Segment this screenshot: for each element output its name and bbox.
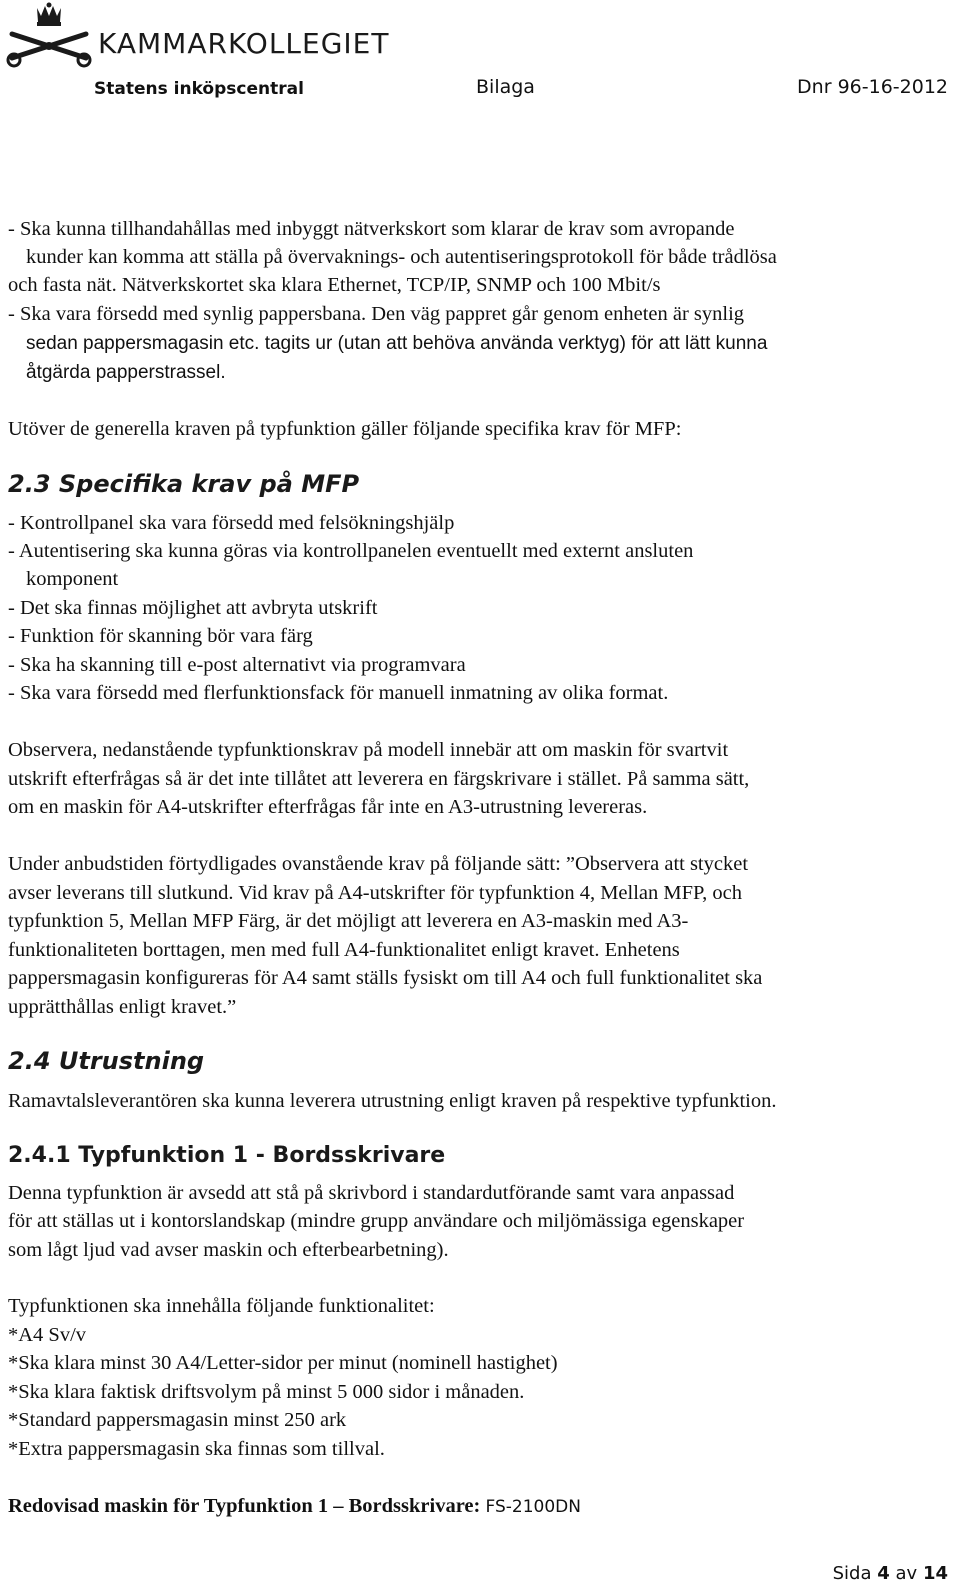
text-line: Ramavtalsleverantören ska kunna leverera utrustning enligt kraven på respektive typfunktion.	[8, 1090, 777, 1112]
page-sep: av	[895, 1563, 918, 1584]
doc-number: Dnr 96-16-2012	[797, 76, 948, 98]
text-line: funktionaliteten borttagen, men med full A4-funktionalitet enligt kravet. Enhetens	[8, 939, 680, 961]
machine-line	[8, 1496, 581, 1517]
text-line: om en maskin för A4-utskrifter efterfrågas får inte en A3-utrustning levereras.	[8, 796, 648, 818]
subunit-name: Statens inköpscentral	[94, 79, 304, 99]
text-line: avser leverans till slutkund. Vid krav på A4-utskrifter för typfunktion 4, Mellan MFP, och	[8, 882, 743, 904]
list-item: komponent	[26, 568, 119, 590]
subsection-heading: 2.4.1 Typfunktion 1 - Bordsskrivare	[8, 1143, 446, 1168]
page-prefix: Sida	[832, 1563, 872, 1584]
text-line: typfunktion 5, Mellan MFP Färg, är det möjligt att leverera en A3-maskin med A3-	[8, 910, 689, 932]
crown-logo-icon	[4, 2, 94, 74]
list-item: - Funktion för skanning bör vara färg	[8, 625, 313, 647]
doc-type: Bilaga	[476, 76, 535, 98]
text-line: - Ska vara försedd med synlig pappersbana. Den väg pappret går genom enheten är synlig	[8, 303, 745, 325]
text-line: Denna typfunktion är avsedd att stå på skrivbord i standardutförande samt vara anpassad	[8, 1182, 735, 1204]
list-item: *Standard pappersmagasin minst 250 ark	[8, 1409, 347, 1431]
list-item: - Autentisering ska kunna göras via kontrollpanelen eventuellt med externt ansluten	[8, 540, 694, 562]
text-line: Observera, nedanstående typfunktionskrav på modell innebär att om maskin för svartvit	[8, 739, 729, 761]
list-item: *Ska klara minst 30 A4/Letter-sidor per minut (nominell hastighet)	[8, 1352, 558, 1374]
text-line: och fasta nät. Nätverkskortet ska klara Ethernet, TCP/IP, SNMP och 100 Mbit/s	[8, 274, 661, 296]
text-line: Utöver de generella kraven på typfunktion gäller följande specifika krav för MFP:	[8, 418, 682, 440]
text-line: upprätthållas enligt kravet.”	[8, 996, 237, 1018]
text-line: utskrift efterfrågas så är det inte tillåtet att leverera en färgskrivare i stället. På samma sätt,	[8, 768, 750, 790]
text-line: som lågt ljud vad avser maskin och efterbearbetning).	[8, 1239, 449, 1261]
current-page: 4	[877, 1563, 890, 1584]
list-item: *A4 Sv/v	[8, 1324, 87, 1346]
text-line: pappersmagasin konfigureras för A4 samt ställs fysiskt om till A4 och full funktionalitet ska	[8, 967, 763, 989]
page-number	[833, 1563, 948, 1584]
text-line: - Ska kunna tillhandahållas med inbyggt nätverkskort som klarar de krav som avropande	[8, 218, 735, 240]
total-pages: 14	[922, 1563, 948, 1584]
org-name: KAMMARKOLLEGIET	[98, 27, 390, 60]
list-item: - Ska vara försedd med flerfunktionsfack för manuell inmatning av olika format.	[8, 682, 669, 704]
list-item: - Det ska finnas möjlighet att avbryta utskrift	[8, 597, 378, 619]
text-line: Under anbudstiden förtydligades ovanstående krav på följande sätt: ”Observera att stycket	[8, 853, 749, 875]
section-heading: 2.4 Utrustning	[8, 1047, 205, 1075]
list-item: - Kontrollpanel ska vara försedd med felsökningshjälp	[8, 512, 455, 534]
machine-label: Redovisad maskin för Typfunktion 1 – Bordsskrivare:	[8, 1495, 481, 1517]
list-item: *Ska klara faktisk driftsvolym på minst 5 000 sidor i månaden.	[8, 1381, 525, 1403]
text-line: för att ställas ut i kontorslandskap (mindre grupp användare och miljömässiga egenskaper	[8, 1210, 745, 1232]
text-line: Typfunktionen ska innehålla följande funktionalitet:	[8, 1295, 435, 1317]
page-header	[0, 0, 960, 110]
text-line: sedan pappersmagasin etc. tagits ur (utan att behöva använda verktyg) för att lätt kunna	[26, 333, 768, 354]
machine-model: FS-2100DN	[485, 1497, 581, 1517]
list-item: *Extra pappersmagasin ska finnas som tillval.	[8, 1438, 385, 1460]
text-line: åtgärda papperstrassel.	[26, 362, 226, 383]
section-heading: 2.3 Specifika krav på MFP	[8, 470, 360, 498]
text-line: kunder kan komma att ställa på övervaknings- och autentiseringsprotokoll för både trådlösa	[26, 246, 777, 268]
list-item: - Ska ha skanning till e-post alternativt via programvara	[8, 654, 466, 676]
